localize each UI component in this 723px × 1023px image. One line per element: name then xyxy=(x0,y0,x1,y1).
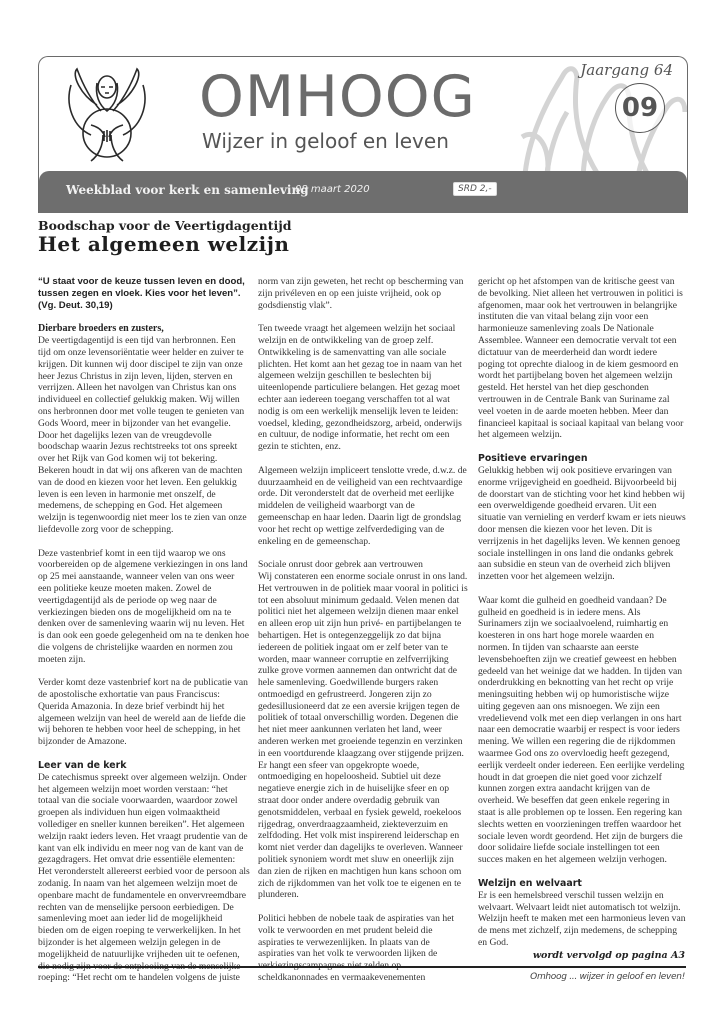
paragraph: De catechismus spreekt over algemeen welzijn. Onder het algemeen welzijn moet worden verstaan: “het totaal van die sociale voorwaarden, waardoor zowel groepen als individuen hun eigen volmaaktheid vollediger en sneller kunnen bereiken”. Het algemeen welzijn raakt ieders leven. Het vraagt prudentie van de kant van elk individu en meer nog van de kant van de gezagdragers. Het omvat drie essentiële elementen: Het veronderstelt allereerst eerbied voor de persoon als zodanig. In naam van het algemeen welzijn moet de openbare macht de fundamentele en onvervreemdbare rechten van de menselijke persoon eerbiedigen. De samenleving moet aan ieder lid de mogelijkheid bieden om de eigen roeping te verwerkelijken. In het bijzonder is het algemeen welzijn gelegen in de mogelijkheid de natuurlijke vrijheden uit te oefenen, roeping: “Het recht om te handelen volgens de juiste xyxy=(38,771,250,984)
continued-on-page-link: wordt vervolgd op pagina A3 xyxy=(532,950,685,961)
paragraph: Gelukkig hebben wij ook positieve ervaringen van enorme vrijgevigheid en goedheid. Bijvoorbeeld bij de doorstart van de stichting voor het kind hebben wij een overweldigende goedheid ervaren. Uit een situatie van vernieling en verderf kwam er iets nieuws door mensen die kiezen voor het leven. Dit is verrijzenis in het dagelijks leven. We kennen genoeg sociale instellingen in ons land die ondanks gebrek aan subsidie en steun van de overheid zich blijven inzetten voor het algemeen welzijn. xyxy=(478,464,686,583)
brand-title: OMHOOG xyxy=(199,64,476,130)
paragraph: Wij constateren een enorme sociale onrust in ons land. Het vertrouwen in de politiek maar vooral in politici is tot een absoluut minimum gedaald. Velen menen dat politici niet het algemeen welzijn dienen maar enkel en alleen erop uit zijn hun privé- en partijbelangen te behartigen. Het is ontegenzeggelijk zo dat bijna iedereen de politiek ingaat om er zelf beter van te worden, maar wanneer corruptie en zelfverrijking zulke grove vormen aannemen dan ontwricht dat de hele samenleving. Goedwillende burgers raken ontmoedigd en gefrustreerd. Jongeren zijn zo gedesillusioneerd dat ze een aversie krijgen tegen de politiek of totaal onverschillig worden. Degenen die het niet meer aankunnen verlaten het land, weer anderen werken met groeiende tegenzin en verzinken in een voortdurende klaagzang over stijgende prijzen. Er hangt een sfeer van opgekropte woede, ontmoediging en hopeloosheid. Subtiel uit deze negatieve energie zich in de huiselijke sfeer en op straat door onder andere overdadig gebruik van genotsmiddelen, verbaal en fysiek geweld, roekeloos rijgedrag, onverdraagzaamheid, ziekteverzuim en zelfdoding. Het volk mist inspirerend leiderschap en komt niet verder dan dagelijks te overleven. Wanneer politiek synoniem wordt met sluw en oneerlijk zijn dan zien de rijken en machtigen hun kans schoon om zich de rijkdommen van het volk toe te eigenen en te plunderen. xyxy=(258,570,468,901)
issue-number-badge: 09 xyxy=(615,83,665,133)
footer-slogan: Omhoog ... wijzer in geloof en leven! xyxy=(530,972,685,982)
paragraph: Deze vastenbrief komt in een tijd waarop we ons voorbereiden op de algemene verkiezingen in ons land op 25 mei aanstaande, wanneer velen van ons weer een politieke keuze moeten maken. Zowel de veertigdagentijd als de periode op weg naar de verkiezingen bieden ons de mogelijkheid om na te denken over de samenleving waarin wij nu leven. Het is dan ook een goede gelegenheid om na te denken hoe die volgens de christelijke waarden en normen zou moeten zijn. xyxy=(38,547,249,665)
section-heading-leer: Leer van de kerk xyxy=(38,759,127,771)
issue-date: 08 maart 2020 xyxy=(295,184,370,195)
masthead-bar xyxy=(39,171,687,213)
bible-quote: “U staat voor de keuze tussen leven en dood, tussen zegen en vloek. Kies voor het leven”. (Vg. Deut. 30,19) xyxy=(38,276,245,311)
section-heading-positief: Positieve ervaringen xyxy=(478,452,588,464)
salutation: Dierbare broeders en zusters, xyxy=(38,323,164,335)
paragraph: Waar komt die gulheid en goedheid vandaan? De gulheid en goedheid is in iedere mens. Als Surinamers zijn we sociaalvoelend, ruimhartig en koesteren in ons hart hoge morele waarden en normen. In tijden van schaarste aan eerste levensbehoeften zijn we creatief geweest en hebben gedeeld van het weinige dat we hadden. In tijden van onderdrukking en beknotting van het recht op vrije meningsuiting hebben wij op humoristische wijze uiting gegeven aan ons misnoegen. We zijn een vredelievend volk met een diep verlangen in ons hart naar een democratie waarbij er respect is voor ieders mening. We willen een regering die de rijkdommen waarmee God ons zo overvloedig heeft gezegend, eerlijk verdeelt onder iedereen. Een eerlijke verdeling houdt in dat groepen die niet goed voor zichzelf kunnen zorgen extra aandacht krijgen van de overheid. We beseffen dat geen enkele regering in staat is alle problemen op te lossen. Een regering kan slechts wetten en voorzieningen treffen waardoor het sociale leven wordt geordend. Het zijn de burgers die door solidaire liefde sociale instellingen tot een succes maken en het algemeen welzijn verhogen. xyxy=(478,594,685,866)
article-column-3 xyxy=(478,276,686,961)
section-heading-welvaart: Welzijn en welvaart xyxy=(478,877,582,889)
paragraph: norm van zijn geweten, het recht op bescherming van zijn privéleven en op een juiste vrijheid, ook op godsdienstig vlak”. xyxy=(258,276,464,311)
angel-logo-icon xyxy=(61,65,153,165)
article-kicker: Boodschap voor de Veertigdagentijd xyxy=(38,218,292,233)
paragraph: Ten tweede vraagt het algemeen welzijn het sociaal welzijn en de ontwikkeling van de groep zelf. Ontwikkeling is de samenvatting van alle sociale plichten. Het komt aan het gezag toe in naam van het algemeen welzijn geschillen te beslechten bij uiteenlopende particuliere belangen. Het gezag moet echter aan iedereen toegang verschaffen tot al wat nodig is om een werkelijk menselijk leven te leiden: voedsel, kleding, gezondheidszorg, arbeid, onderwijs en cultuur, de nodige informatie, het recht om een gezin te stichten, enz. xyxy=(258,323,462,453)
article-headline: Het algemeen welzijn xyxy=(38,232,290,256)
paragraph: Er is een hemelsbreed verschil tussen welzijn en welvaart. Welvaart leidt niet automatisch tot welzijn. Welzijn heeft te maken met een harmonieus leven van de mens met zichzelf, zijn medemens, de schepping en God. xyxy=(478,889,686,949)
publication-subtitle: Weekblad voor kerk en samenleving xyxy=(66,183,309,197)
paragraph: Politici hebben de nobele taak de aspiraties van het volk te verwoorden en met prudent beleid die aspiraties te verwezenlijken. In plaats van de aspiraties van het volk te verwoorden lijken de scheldkanonnades en vermaakevenementen xyxy=(258,913,455,984)
paragraph: Algemeen welzijn impliceert tenslotte vrede, d.w.z. de duurzaamheid en de veiligheid van een rechtvaardige orde. Dit veronderstelt dat de overheid met eerlijke middelen de veiligheid waarborgt van de gemeenschap en haar leden. Daarin ligt de grondslag voor het recht op wettige zelfverdediging van de enkeling en de gemeenschap. xyxy=(258,464,467,547)
subheading-onrust: Sociale onrust door gebrek aan vertrouwen xyxy=(258,559,423,571)
brand-tagline: Wijzer in geloof en leven xyxy=(202,129,449,153)
paragraph: gericht op het afstompen van de kritische geest van de bevolking. Niet alleen het vertrouwen in politici is afgenomen, maar ook het vertrouwen in belangrijke instituten die van vitaal belang zijn voor een harmonieuze samenleving zoals De Nationale Assemblee. Wanneer een democratie vervalt tot een dictatuur van de meerderheid dan wordt iedere poging tot oprechte dialoog in de kiem gesmoord en wordt het partijbelang boven het algemeen welzijn gesteld. Het herstel van het diep geschonden vertrouwen in de Centrale Bank van Suriname zal veel voeten in de aarde moeten hebben. Meer dan financieel kapitaal is sociaal kapitaal van belang voor het algemeen welzijn. xyxy=(478,276,684,441)
paragraph: Verder komt deze vastenbrief kort na de publicatie van de apostolische exhortatie van paus Franciscus: Querida Amazonia. In deze brief verbindt hij het algemeen welzijn van heel de wereld aan de liefde die wij behoren te hebben voor heel de schepping, in het bijzonder de Amazone. xyxy=(38,677,248,748)
article-column-1 xyxy=(38,276,250,996)
footer-divider xyxy=(38,966,686,968)
paragraph: De veertigdagentijd is een tijd van herbronnen. Een tijd om onze levensoriëntatie weer helder en zuiver te krijgen. Dit kunnen wij door discipel te zijn van onze heer Jezus Christus in zijn leven, lijden, sterven en verrijzen. Alleen het navolgen van Christus kan ons individueel en collectief gelukkig maken. Wij willen ons herbronnen door met volle teugen te genieten van Gods Woord, meer in bijzonder van het evangelie. Door het dagelijks lezen van de vreugdevolle boodschap waarin Jezus rechtstreeks tot ons spreekt over het Rijk van God komen wij tot bekering. Bekeren houdt in dat wij ons afkeren van de machten van de dood en kiezen voor het leven. Een gelukkig leven is een leven in harmonie met onszelf, de medemens, de schepping en God. Het algemeen welzijn is tegenwoordig niet meer los te zien van onze liefdevolle zorg voor de schepping. xyxy=(38,335,247,535)
price-badge: SRD 2,- xyxy=(453,182,497,196)
article-column-2 xyxy=(258,276,468,996)
volume-label: Jaargang 64 xyxy=(580,61,673,79)
masthead xyxy=(38,56,688,213)
